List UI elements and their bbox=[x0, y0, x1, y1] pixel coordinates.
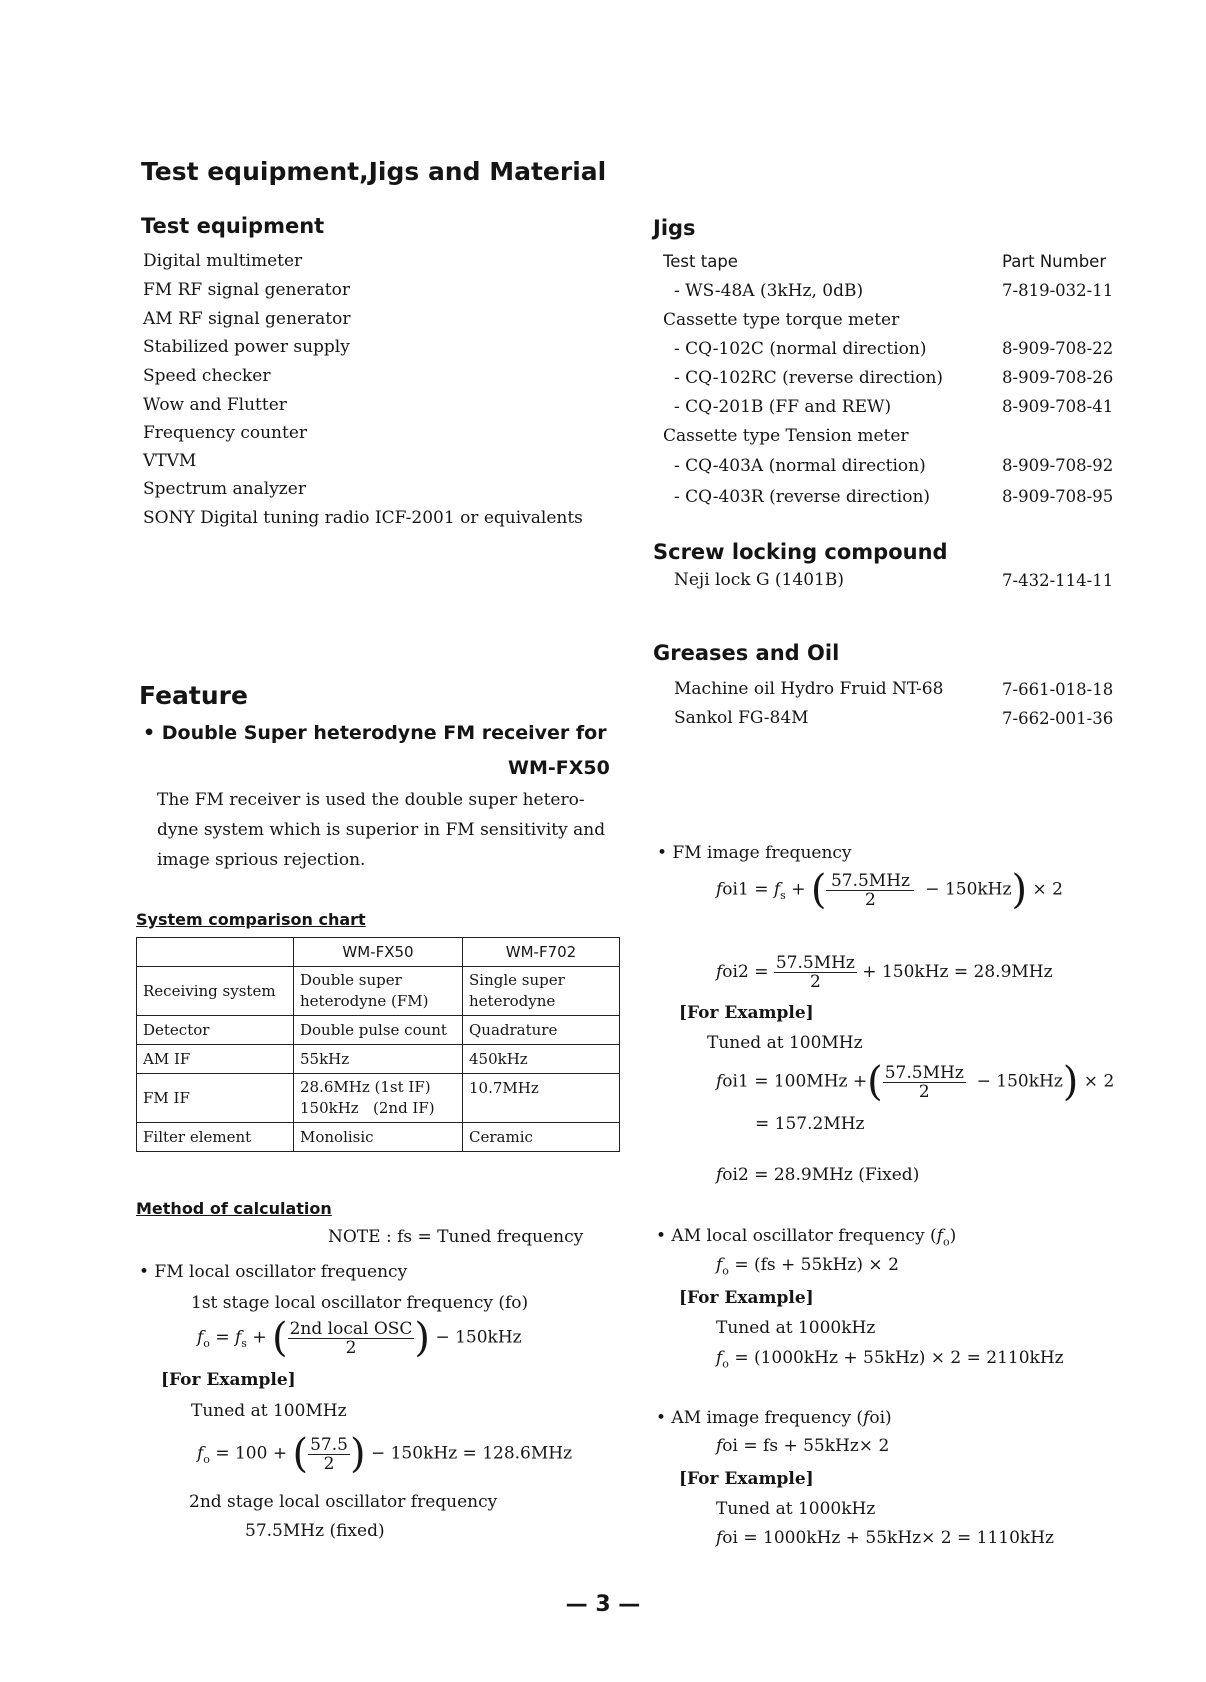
table-cell: Receiving system bbox=[137, 967, 294, 1016]
screw-locking-part: 7-432-114-11 bbox=[1002, 571, 1114, 590]
table-cell: Detector bbox=[137, 1016, 294, 1045]
example-label: [For Example] bbox=[679, 1288, 814, 1308]
feature-paragraph-line: image sprious rejection. bbox=[157, 850, 366, 870]
foi1-tail: 150kHz bbox=[944, 879, 1012, 900]
jig-label: Cassette type Tension meter bbox=[663, 426, 909, 446]
fraction-numerator: 57.5 bbox=[310, 1434, 348, 1455]
feature-paragraph-line: dyne system which is superior in FM sensitivity and bbox=[157, 820, 606, 840]
list-item: Stabilized power supply bbox=[143, 337, 350, 357]
table-cell bbox=[137, 938, 294, 967]
table-cell: Single super heterodyne bbox=[463, 967, 620, 1016]
jig-label: Cassette type torque meter bbox=[663, 310, 900, 330]
jigs-test-tape-label: Test tape bbox=[663, 252, 738, 271]
jig-label: - CQ-102C (normal direction) bbox=[674, 339, 927, 359]
jig-part: 7-819-032-11 bbox=[1002, 281, 1114, 300]
tuned-1000-label: Tuned at 1000kHz bbox=[716, 1318, 876, 1338]
am-lo-formula-text: = (fs + 55kHz) × 2 bbox=[734, 1255, 899, 1275]
page-title: Test equipment,Jigs and Material bbox=[141, 157, 607, 186]
fo-example: $f_o = 100$ + ( $\frac{57.5}{2}$ ) − 150kHz = 128.6MHz bbox=[197, 1431, 573, 1477]
fo-example-result: − 150kHz = 128.6MHz bbox=[370, 1443, 573, 1464]
am-lo-example-text: = (1000kHz + 55kHz) × 2 = 2110kHz bbox=[734, 1348, 1064, 1368]
fm-lo-bullet: • FM local oscillator frequency bbox=[139, 1262, 408, 1282]
am-image-bullet: • AM image frequency (foi) bbox=[656, 1408, 892, 1428]
table-cell: 10.7MHz bbox=[463, 1074, 620, 1123]
jig-label: - CQ-403A (normal direction) bbox=[674, 456, 926, 476]
table-row bbox=[137, 1123, 620, 1152]
fraction-numerator: 57.5MHz bbox=[884, 1062, 964, 1083]
first-stage-label: 1st stage local oscillator frequency (fo) bbox=[191, 1293, 529, 1313]
table-cell: 28.6MHz (1st IF) 150kHz (2nd IF) bbox=[294, 1074, 463, 1123]
tuned-100-label: Tuned at 100MHz bbox=[191, 1401, 347, 1421]
jig-label: - CQ-201B (FF and REW) bbox=[674, 397, 892, 417]
table-cell: Double super heterodyne (FM) bbox=[294, 967, 463, 1016]
screw-locking-heading: Screw locking compound bbox=[653, 540, 948, 564]
feature-paragraph-line: The FM receiver is used the double super hetero- bbox=[157, 790, 585, 810]
table-cell: AM IF bbox=[137, 1045, 294, 1074]
foi2-fixed: foi2 = 28.9MHz (Fixed) bbox=[716, 1165, 920, 1185]
am-image-formula: foi = fs + 55kHz× 2 bbox=[716, 1436, 890, 1456]
jig-part: 8-909-708-92 bbox=[1002, 456, 1114, 475]
jig-label: - CQ-102RC (reverse direction) bbox=[674, 368, 944, 388]
table-cell: Quadrature bbox=[463, 1016, 620, 1045]
list-item: Wow and Flutter bbox=[143, 395, 287, 415]
times-two: × 2 bbox=[1083, 1071, 1115, 1092]
jig-part: 8-909-708-95 bbox=[1002, 487, 1114, 506]
comparison-table bbox=[136, 937, 620, 1152]
part-number-header: Part Number bbox=[1002, 252, 1107, 271]
foi2-formula: foi2 = $\frac{\text{57.5MHz}}{2}$ + 150kHz = 28.9MHz bbox=[716, 953, 1053, 992]
table-cell: 450kHz bbox=[463, 1045, 620, 1074]
list-item: VTVM bbox=[143, 451, 197, 471]
jig-label: - WS-48A (3kHz, 0dB) bbox=[674, 281, 864, 301]
table-row bbox=[137, 938, 620, 967]
jig-label: - CQ-403R (reverse direction) bbox=[674, 487, 931, 507]
am-image-formula-text: = fs + 55kHz× 2 bbox=[743, 1436, 890, 1456]
am-lo-example: $f_o = (1000kHz + 55kHz) \times 2 = 2110kHz$ bbox=[716, 1348, 1064, 1371]
fraction-denominator: 2 bbox=[809, 972, 821, 992]
jig-part: 8-909-708-41 bbox=[1002, 397, 1114, 416]
second-stage-value: 57.5MHz (fixed) bbox=[245, 1521, 385, 1541]
grease-label: Sankol FG-84M bbox=[674, 708, 809, 728]
calc-heading: Method of calculation bbox=[136, 1199, 332, 1218]
list-item: Speed checker bbox=[143, 366, 271, 386]
am-image-example-text: = 1000kHz + 55kHz× 2 = 1110kHz bbox=[743, 1528, 1054, 1548]
table-header: WM-FX50 bbox=[294, 938, 463, 967]
foi1-example: foi1 = 100MHz +( $\frac{\text{57.5MHz}}{2}$ − 150kHz) × 2 bbox=[716, 1059, 1115, 1105]
grease-part: 7-661-018-18 bbox=[1002, 680, 1114, 699]
foi1-tail: 150kHz bbox=[996, 1071, 1063, 1092]
page-number: — 3 — bbox=[565, 1592, 641, 1617]
am-lo-label: • AM local oscillator frequency bbox=[656, 1226, 925, 1246]
table-row bbox=[137, 967, 620, 1016]
tuned-1000-label: Tuned at 1000kHz bbox=[716, 1499, 876, 1519]
list-item: FM RF signal generator bbox=[143, 280, 350, 300]
fraction-denominator: 2 bbox=[345, 1337, 357, 1358]
foi2-fixed-value: = 28.9MHz (Fixed) bbox=[754, 1165, 920, 1185]
fraction-numerator: 2nd local OSC bbox=[289, 1318, 413, 1339]
screw-locking-item: Neji lock G (1401B) bbox=[674, 570, 844, 590]
calc-note: NOTE : fs = Tuned frequency bbox=[328, 1227, 584, 1247]
am-lo-bullet: • AM local oscillator frequency $(f_o)$ bbox=[656, 1226, 957, 1249]
table-cell: FM IF bbox=[137, 1074, 294, 1123]
fm-image-bullet: • FM image frequency bbox=[657, 843, 852, 863]
fraction-numerator: 57.5MHz bbox=[826, 872, 914, 891]
am-image-label: • AM image frequency bbox=[656, 1408, 852, 1428]
table-cell: Monolisic bbox=[294, 1123, 463, 1152]
fraction-numerator: 57.5MHz bbox=[775, 953, 855, 973]
fraction-denominator: 2 bbox=[323, 1453, 335, 1474]
feature-model: WM-FX50 bbox=[508, 757, 610, 779]
grease-part: 7-662-001-36 bbox=[1002, 709, 1114, 728]
fo-minus: − 150kHz bbox=[435, 1327, 522, 1348]
am-image-example: foi = 1000kHz + 55kHz× 2 = 1110kHz bbox=[716, 1528, 1054, 1548]
foi1-formula: $foi1 = f_s$ + ( $\frac{\text{57.5MHz}}{2}$ − 150kHz) × 2 bbox=[716, 867, 1063, 913]
jig-part: 8-909-708-22 bbox=[1002, 339, 1114, 358]
list-item: SONY Digital tuning radio ICF-2001 or equivalents bbox=[143, 508, 583, 528]
list-item: Digital multimeter bbox=[143, 251, 303, 271]
fraction-denominator: 2 bbox=[865, 889, 876, 910]
tuned-100-label: Tuned at 100MHz bbox=[707, 1033, 863, 1053]
foi2-tail: + 150kHz = 28.9MHz bbox=[862, 962, 1053, 982]
fo-formula: $f_o = f_s$ + ( $\frac{\text{2nd local OSC}}{2}$ ) − 150kHz bbox=[197, 1315, 522, 1361]
list-item: Frequency counter bbox=[143, 423, 308, 443]
table-row bbox=[137, 1045, 620, 1074]
feature-heading: Feature bbox=[139, 681, 248, 710]
example-label: [For Example] bbox=[679, 1469, 814, 1489]
foi1-example-result: = 157.2MHz bbox=[755, 1114, 865, 1134]
example-label: [For Example] bbox=[679, 1003, 814, 1023]
table-cell: Ceramic bbox=[463, 1123, 620, 1152]
test-equipment-heading: Test equipment bbox=[141, 214, 325, 238]
table-row bbox=[137, 1016, 620, 1045]
table-row bbox=[137, 1074, 620, 1123]
list-item: AM RF signal generator bbox=[143, 309, 351, 329]
list-item: Spectrum analyzer bbox=[143, 479, 306, 499]
table-cell: 55kHz bbox=[294, 1045, 463, 1074]
am-lo-formula: $f_o = (fs + 55kHz) \times 2$ bbox=[716, 1255, 899, 1278]
table-cell: Double pulse count bbox=[294, 1016, 463, 1045]
grease-label: Machine oil Hydro Fruid NT-68 bbox=[674, 679, 944, 699]
jig-part: 8-909-708-26 bbox=[1002, 368, 1114, 387]
feature-bullet: • Double Super heterodyne FM receiver for bbox=[143, 722, 607, 744]
jigs-heading: Jigs bbox=[653, 216, 696, 240]
greases-heading: Greases and Oil bbox=[653, 641, 840, 665]
second-stage-label: 2nd stage local oscillator frequency bbox=[189, 1492, 498, 1512]
comparison-heading: System comparison chart bbox=[136, 910, 366, 929]
times-two: × 2 bbox=[1032, 879, 1063, 900]
table-cell: Filter element bbox=[137, 1123, 294, 1152]
table-header: WM-F702 bbox=[463, 938, 620, 967]
fraction-denominator: 2 bbox=[918, 1081, 930, 1102]
example-label: [For Example] bbox=[161, 1370, 296, 1390]
